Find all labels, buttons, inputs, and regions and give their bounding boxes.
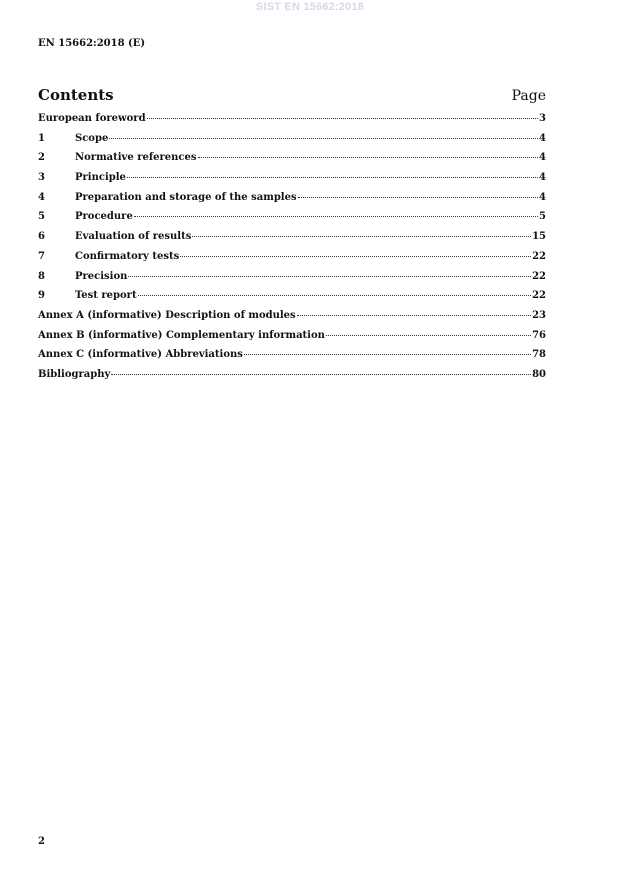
page-number: 2	[38, 836, 45, 847]
toc-entry-precision[interactable]	[38, 271, 546, 291]
toc-entry-title: Precision	[75, 270, 128, 282]
toc-entry-title: European foreword	[38, 113, 146, 124]
dot-leader	[111, 374, 531, 375]
toc-entry-page: 5	[539, 211, 546, 223]
toc-entry-scope[interactable]	[38, 133, 546, 153]
dot-leader	[134, 216, 538, 217]
toc-entry-annex-a[interactable]	[38, 310, 546, 330]
dot-leader	[198, 157, 539, 158]
toc-entry-number: 8	[38, 270, 45, 282]
dot-leader	[244, 354, 531, 355]
dot-leader	[127, 177, 538, 178]
toc-entry-title: Bibliography	[38, 368, 111, 380]
toc-entry-title: Annex C (informative) Abbreviations	[38, 349, 243, 361]
dot-leader	[109, 138, 538, 139]
toc-entry-title: Scope	[75, 132, 109, 144]
toc-entry-test-report[interactable]	[38, 290, 546, 310]
toc-entry-number: 2	[38, 152, 45, 164]
toc-entry-number: 5	[38, 211, 45, 223]
toc-entry-page: 3	[539, 113, 546, 124]
toc-entry-title: Confirmatory tests	[75, 250, 180, 262]
toc-entry-page: 78	[532, 349, 546, 361]
contents-header	[38, 86, 546, 105]
contents-title: Contents	[38, 86, 114, 104]
toc-entry-page: 22	[532, 270, 546, 282]
toc-entry-page: 22	[532, 290, 546, 302]
toc-entry-page: 80	[532, 368, 546, 380]
toc-entry-confirmatory-tests[interactable]	[38, 251, 546, 271]
toc-entry-number: 1	[38, 132, 45, 144]
toc-entry-number: 7	[38, 250, 45, 262]
toc-entry-title: Normative references	[75, 152, 197, 164]
toc-entry-title: Preparation and storage of the samples	[75, 191, 297, 203]
toc-entry-page: 4	[539, 152, 546, 164]
toc-entry-annex-c[interactable]	[38, 349, 546, 369]
dot-leader	[138, 295, 532, 296]
toc-entry-bibliography[interactable]	[38, 369, 546, 389]
toc-entry-title: Annex A (informative) Description of modules	[38, 309, 296, 321]
toc-entry-number: 6	[38, 231, 45, 243]
toc-entry-title: Evaluation of results	[75, 231, 192, 243]
toc-entry-number: 3	[38, 172, 45, 184]
toc-entry-page: 22	[532, 250, 546, 262]
table-of-contents	[38, 113, 546, 389]
toc-entry-evaluation[interactable]	[38, 231, 546, 251]
toc-entry-title: Procedure	[75, 211, 133, 223]
dot-leader	[326, 335, 531, 336]
dot-leader	[128, 276, 531, 277]
toc-entry-page: 4	[539, 132, 546, 144]
toc-entry-foreword[interactable]	[38, 113, 546, 133]
toc-entry-page: 76	[532, 329, 546, 341]
toc-entry-page: 15	[532, 231, 546, 243]
watermark-text: SIST EN 15662:2018	[255, 1, 365, 13]
toc-entry-annex-b[interactable]	[38, 330, 546, 350]
dot-leader	[180, 256, 531, 257]
toc-entry-title: Principle	[75, 172, 126, 184]
toc-entry-procedure[interactable]	[38, 211, 546, 231]
page-column-label: Page	[511, 88, 546, 104]
toc-entry-number: 4	[38, 191, 45, 203]
toc-entry-normative-references[interactable]	[38, 152, 546, 172]
toc-entry-title: Test report	[75, 290, 137, 302]
toc-entry-preparation[interactable]	[38, 192, 546, 212]
toc-entry-principle[interactable]	[38, 172, 546, 192]
toc-entry-page: 4	[539, 172, 546, 184]
toc-entry-title: Annex B (informative) Complementary information	[38, 329, 325, 341]
toc-entry-number: 9	[38, 290, 45, 302]
toc-entry-page: 23	[532, 309, 546, 321]
dot-leader	[297, 315, 531, 316]
dot-leader	[298, 197, 538, 198]
dot-leader	[192, 236, 531, 237]
dot-leader	[147, 118, 538, 119]
toc-entry-page: 4	[539, 191, 546, 203]
document-id: EN 15662:2018 (E)	[38, 38, 146, 49]
